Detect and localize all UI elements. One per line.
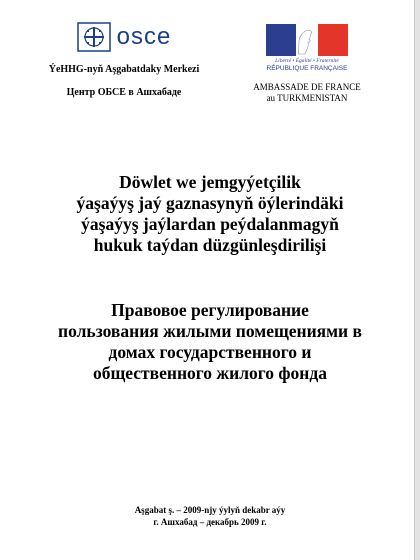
place-date-footer [80, 504, 340, 528]
title-ru-line-1: Правовое регулирование [111, 300, 309, 320]
osce-wordmark: osce [116, 23, 172, 50]
title-tk-line-3: ýaşaýyş jaýlardan peýdalanmagyň [81, 214, 339, 234]
title-ru-line-3: домах государственного и [108, 342, 312, 362]
flag-blue-stripe [266, 24, 296, 56]
osce-header [34, 22, 214, 98]
osce-logo [34, 22, 214, 52]
title-tk-line-1: Döwlet we jemgyýetçilik [119, 172, 301, 192]
french-motto: Liberté • Égalité • Fraternité [275, 58, 339, 64]
embassy-country: au TURKMENISTAN [266, 93, 348, 103]
title-ru-line-4: общественного жилого фонда [93, 363, 327, 383]
osce-centre-name-turkmen: ÝeHHG-nyň Aşgabatdaky Merkezi [48, 64, 200, 75]
place-date-russian: г. Ашхабад – декабрь 2009 г. [153, 517, 267, 527]
marianne-profile-icon [296, 24, 318, 56]
france-header [232, 24, 382, 103]
document-title-russian [40, 300, 380, 384]
title-ru-line-2: пользования жилыми помещениями в [58, 321, 362, 341]
document-title-turkmen [60, 172, 360, 256]
viewer-scroll-edge [414, 0, 420, 560]
tricolour-flag-icon [266, 24, 348, 56]
flag-white-stripe [296, 24, 318, 56]
osce-emblem-icon [77, 22, 111, 52]
flag-red-stripe [318, 24, 348, 56]
republique-francaise: RÉPUBLIQUE FRANÇAISE [266, 65, 348, 72]
title-tk-line-4: hukuk taýdan düzgünleşdirilişi [93, 235, 327, 255]
place-date-turkmen: Aşgabat ş. – 2009-njy ýylyň dekabr aýy [134, 505, 286, 515]
marianne-logo [266, 24, 348, 72]
osce-centre-name-russian: Центр ОБСЕ в Ашхабаде [66, 87, 182, 98]
embassy-name: AMBASSADE DE FRANCE [253, 82, 361, 92]
title-tk-line-2: ýaşaýyş jaý gaznasynyň öýlerindäki [76, 193, 344, 213]
